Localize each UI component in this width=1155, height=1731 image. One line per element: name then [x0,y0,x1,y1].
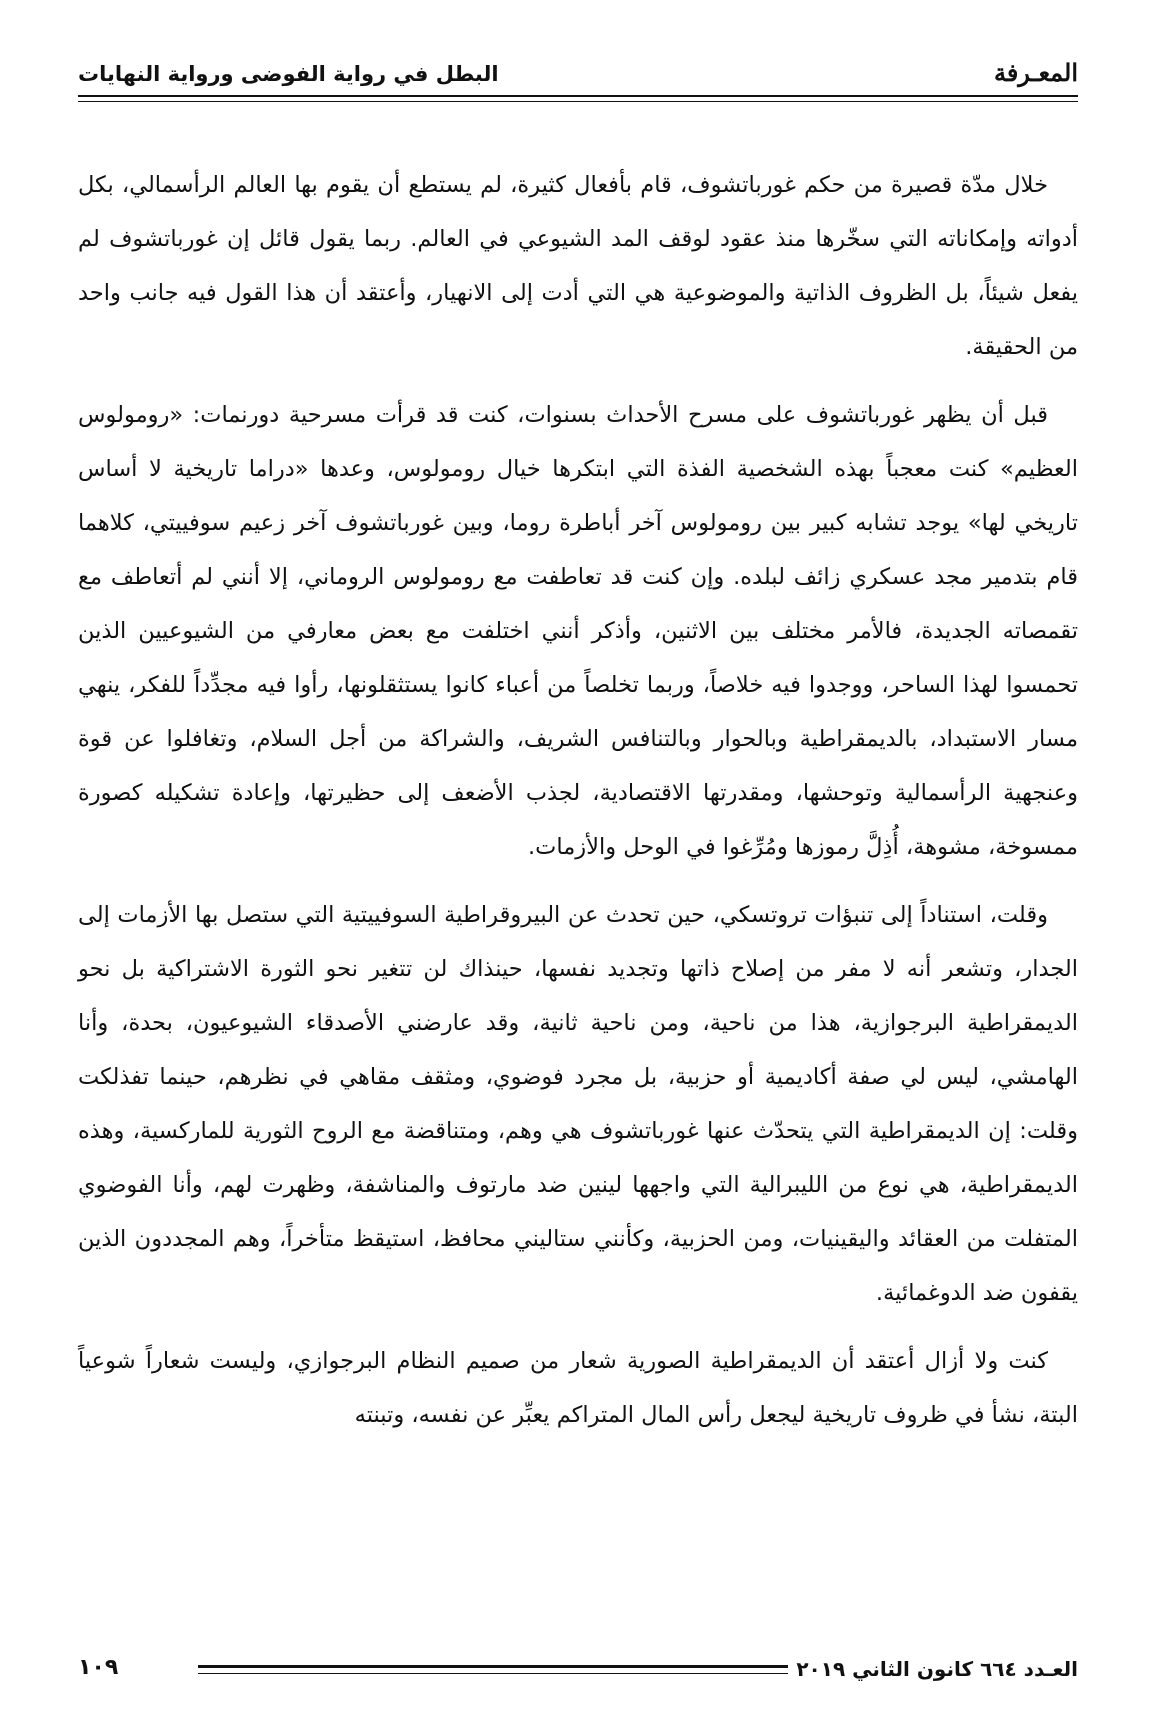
header-rule [78,95,1078,102]
paragraph: كنت ولا أزال أعتقد أن الديمقراطية الصورية شعار من صميم النظام البرجوازي، وليست شعاراً شوعياً البتة، نشأ في ظروف تاريخية ليجعل رأس المال المتراكم يعبِّر عن نفسه، وتبنته [78,1348,1078,1428]
footer-rule [198,1665,788,1674]
page-footer [78,1655,1078,1685]
article-title: البطل في رواية الفوضى ورواية النهايات [78,62,499,86]
running-header [78,52,1078,102]
journal-logo: المعـرفة [993,58,1078,87]
paragraph: خلال مدّة قصيرة من حكم غورباتشوف، قام بأفعال كثيرة، لم يستطع أن يقوم بها العالم الرأسمالي، بكل أدواته وإمكاناته التي سخّرها منذ عقود لوقف المد الشيوعي في العالم. ربما يقول قائل إن غورباتشوف لم يفعل شيئاً، بل الظروف الذاتية والموضوعية هي التي أدت إلى الانهيار، وأعتقد أن هذا القول فيه جانب واحد من الحقيقة. [78,172,1078,360]
article-body [78,158,1078,1456]
page-number: ١٠٩ [78,1655,119,1680]
paragraph: وقلت، استناداً إلى تنبؤات تروتسكي، حين تحدث عن البيروقراطية السوفييتية التي ستصل بها الأزمات إلى الجدار، وتشعر أنه لا مفر من إصلاح ذاتها وتجديد نفسها، حينذاك لن تتغير نحو الثورة الاشتراكية بل نحو الديمقراطية البرجوازية، هذا من ناحية، ومن ناحية ثانية، وقد عارضني الأصدقاء الشيوعيون، بحدة، وأنا الهامشي، ليس لي صفة أكاديمية أو حزبية، بل مجرد فوضوي، ومثقف مقاهي في نظرهم، حينما تفذلكت وقلت: إن الديمقراطية التي يتحدّث عنها غورباتشوف هي وهم، ومتناقضة مع الروح الثورية للماركسية، وهذه الديمقراطية، هي نوع من الليبرالية التي واجهها لينين ضد مارتوف والمناشفة، وظهرت لهم، وأنا الفوضوي المتفلت من العقائد واليقينيات، ومن الحزبية، وكأنني ستاليني محافظ، استيقظ متأخراً، وهم المجددون الذين يقفون ضد الدوغمائية. [78,902,1078,1306]
paragraph: قبل أن يظهر غورباتشوف على مسرح الأحداث بسنوات، كنت قد قرأت مسرحية دورنمات: «رومولوس العظيم» كنت معجباً بهذه الشخصية الفذة التي ابتكرها خيال رومولوس، وعدها «دراما تاريخية لا أساس تاريخي لها» يوجد تشابه كبير بين رومولوس آخر أباطرة روما، وبين غورباتشوف آخر زعيم سوفييتي، كلاهما قام بتدمير مجد عسكري زائف لبلده. وإن كنت قد تعاطفت مع رومولوس الروماني، إلا أنني لم أتعاطف مع تقمصاته الجديدة، فالأمر مختلف بين الاثنين، وأذكر أنني اختلفت مع بعض معارفي من الشيوعيين الذين تحمسوا لهذا الساحر، ووجدوا فيه خلاصاً، وربما تخلصاً من أعباء كانوا يستثقلونها، رأوا فيه مجدِّداً للفكر، ينهي مسار الاستبداد، بالديمقراطية وبالحوار وبالتنافس الشريف، والشراكة من أجل السلام، وتغافلوا عن قوة وعنجهية الرأسمالية وتوحشها، ومقدرتها الاقتصادية، لجذب الأضعف إلى حظيرتها، وإعادة تشكيله كصورة ممسوخة، مشوهة، أُذِلَّ رموزها ومُرِّغوا في الوحل والأزمات. [78,402,1078,860]
issue-info: العـدد ٦٦٤ كانون الثاني ٢٠١٩ [796,1657,1078,1681]
